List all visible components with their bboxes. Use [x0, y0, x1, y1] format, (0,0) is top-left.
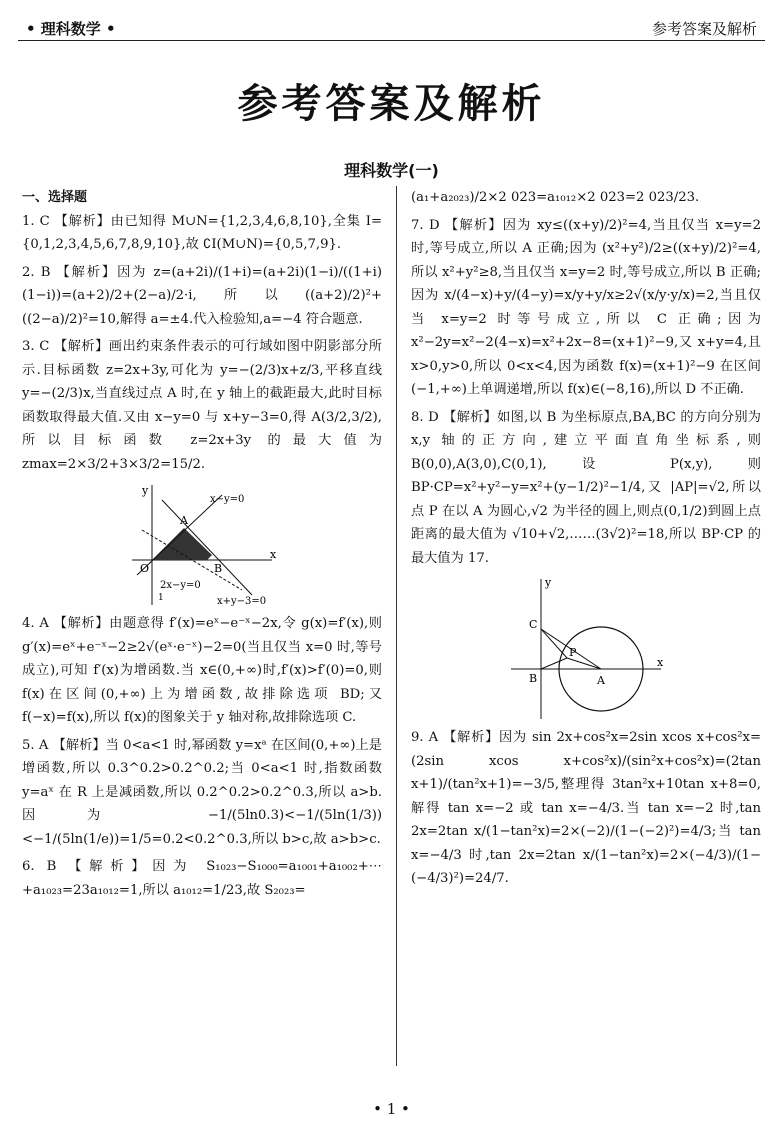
- circle-coordinate-figure: [501, 574, 671, 724]
- fig2-point-p: P: [569, 646, 577, 659]
- column-divider: [396, 186, 397, 1066]
- fig2-segment-pa: [567, 658, 601, 669]
- answer-6-continued: (a₁+a₂₀₂₃)/2×2 023=a₁₀₁₂×2 023=2 023/23.: [411, 190, 700, 205]
- header-doc-title: 参考答案及解析: [651, 20, 757, 38]
- fig1-line2-label: 2x−y=0: [160, 580, 201, 591]
- page-number: • 1 •: [373, 1100, 410, 1118]
- right-column: [411, 186, 761, 895]
- left-column: [22, 186, 382, 906]
- section-heading: 一、选择题: [22, 190, 88, 205]
- answer-5: 5. A 【解析】当 0<a<1 时,幂函数 y=xᵃ 在区间(0,+∞)上是增函数,所以 0.3^0.2>0.2^0.2;当 0<a<1 时,指数函数 y=aˣ 在 R 上是减函数,所以 0.2^0.2>0.2^0.3,所以 a>b.因为 −1/(5ln0.3)<−1/(5ln(1/3))<−1/(5ln(1/e))=1/5=0.2<0.2^0.3,所以 b>c,故 a>b>c.: [22, 737, 382, 847]
- answer-8: 8. D 【解析】如图,以 B 为坐标原点,BA,BC 的方向分别为 x,y 轴的正方向,建立平面直角坐标系,则 B(0,0),A(3,0),C(0,1),设 P(x,y),则 BP·CP=x²+y²−y=x²+(y−1/2)²−1/4,又 |AP|=√2,所以点 P 在以 A 为圆心,√2 为半径的圆上,则点(0,1/2)到圆上点距离的最大值为 √10+√2,……(3√2)²=18,所以 BP·CP 的最大值为 17.: [411, 409, 761, 566]
- fig1-tick-label: 1: [158, 593, 164, 603]
- answer-7: 7. D 【解析】因为 xy≤((x+y)/2)²=4,当且仅当 x=y=2 时,等号成立,所以 A 正确;因为 (x²+y²)/2≥((x+y)/2)²=4,所以 x²+y²≥8,当且仅当 x=y=2 时,等号成立,所以 B 正确;因为 x/(4−x)+y/(4−y)=x/y+y/x≥2√(x/y·y/x)=2,当且仅当 x=y=2 时等号成立,所以 C 正确;因为 x²−2y=x²−2(4−x)=x²+2x−8=(x+1)²−9,又 x+y=4,且 x>0,y>0,所以 0<x<4,因为函数 f(x)=(x+1)²−9 在区间(−1,+∞)上单调递增,所以 f(x)∈(−8,16),所以 D 不正确.: [411, 217, 761, 397]
- fig1-line-x-minus-y: [137, 495, 222, 575]
- fig1-origin-label: O: [140, 562, 150, 575]
- fig2-point-b: B: [529, 672, 538, 685]
- header-subject: • 理科数学 •: [26, 20, 116, 38]
- answer-3: 3. C 【解析】画出约束条件表示的可行域如图中阴影部分所示.目标函数 z=2x+3y,可化为 y=−(2/3)x+z/3,平移直线 y=−(2/3)x,当直线过点 A 时,在 y 轴上的截距最大,此时目标函数取得最大值.又由 x−y=0 与 x+y−3=0,得 A(3/2,3/2),所以目标函数 z=2x+3y 的最大值为 zmax=2×3/2+3×3/2=15/2.: [22, 339, 382, 472]
- answer-9: 9. A 【解析】因为 sin 2x+cos²x=2sin xcos x+cos²x=(2sin xcos x+cos²x)/(sin²x+cos²x)=(2tan x+1)/(tan²x+1)=−3/5,整理得 3tan²x+10tan x+8=0,解得 tan x=−2 或 tan x=−4/3.当 tan x=−2 时,tan 2x=2tan x/(1−tan²x)=2×(−2)/(1−(−2)²)=4/3;当 tan x=−4/3 时,tan 2x=2tan x/(1−tan²x)=2×(−4/3)/(1−(−4/3)²)=24/7.: [411, 730, 761, 886]
- page-header: [18, 14, 765, 41]
- fig2-point-a: A: [597, 674, 605, 687]
- fig1-y-label: y: [142, 484, 149, 497]
- page-subtitle: 理科数学(一): [344, 161, 439, 180]
- answer-6: 6. B 【解析】因为 S₁₀₂₃−S₁₀₀₀=a₁₀₀₁+a₁₀₀₂+⋯+a₁₀₂₃=23a₁₀₁₂=1,所以 a₁₀₁₂=1/23,故 S₂₀₂₃=: [22, 859, 382, 898]
- fig1-x-label: x: [270, 548, 277, 561]
- page-title: 参考答案及解析: [237, 81, 546, 127]
- fig1-point-a: A: [180, 514, 188, 527]
- fig2-segment-bp: [541, 658, 567, 669]
- fig1-line1-label: x−y=0: [210, 494, 245, 505]
- fig1-line3-label: x+y−3=0: [217, 596, 267, 607]
- fig2-y-label: y: [545, 576, 552, 589]
- fig2-point-c: C: [529, 618, 538, 631]
- fig1-point-b: B: [214, 562, 223, 575]
- feasible-region-figure: [122, 480, 282, 610]
- fig2-x-label: x: [657, 656, 664, 669]
- answer-1: 1. C 【解析】由已知得 M∪N={1,2,3,4,6,8,10},全集 I={0,1,2,3,4,5,6,7,8,9,10},故 ∁I(M∪N)={0,5,7,9}.: [22, 213, 382, 252]
- answer-4: 4. A 【解析】由题意得 f′(x)=eˣ−e⁻ˣ−2x,令 g(x)=f′(x),则 g′(x)=eˣ+e⁻ˣ−2≥2√(eˣ·e⁻ˣ)−2=0(当且仅当 x=0 时,等号成立),可知 f′(x)为增函数.当 x∈(0,+∞)时,f′(x)>f′(0)=0,则 f(x)在区间(0,+∞)上为增函数,故排除选项 BD;又 f(−x)=f(x),所以 f(x)的图象关于 y 轴对称,故排除选项 C.: [22, 616, 382, 725]
- answer-2: 2. B 【解析】因为 z=(a+2i)/(1+i)=(a+2i)(1−i)/((1+i)(1−i))=(a+2)/2+(2−a)/2·i,所以((a+2)/2)²+((2−a)/2)²=10,解得 a=±4.代入检验知,a=−4 符合题意.: [22, 264, 382, 327]
